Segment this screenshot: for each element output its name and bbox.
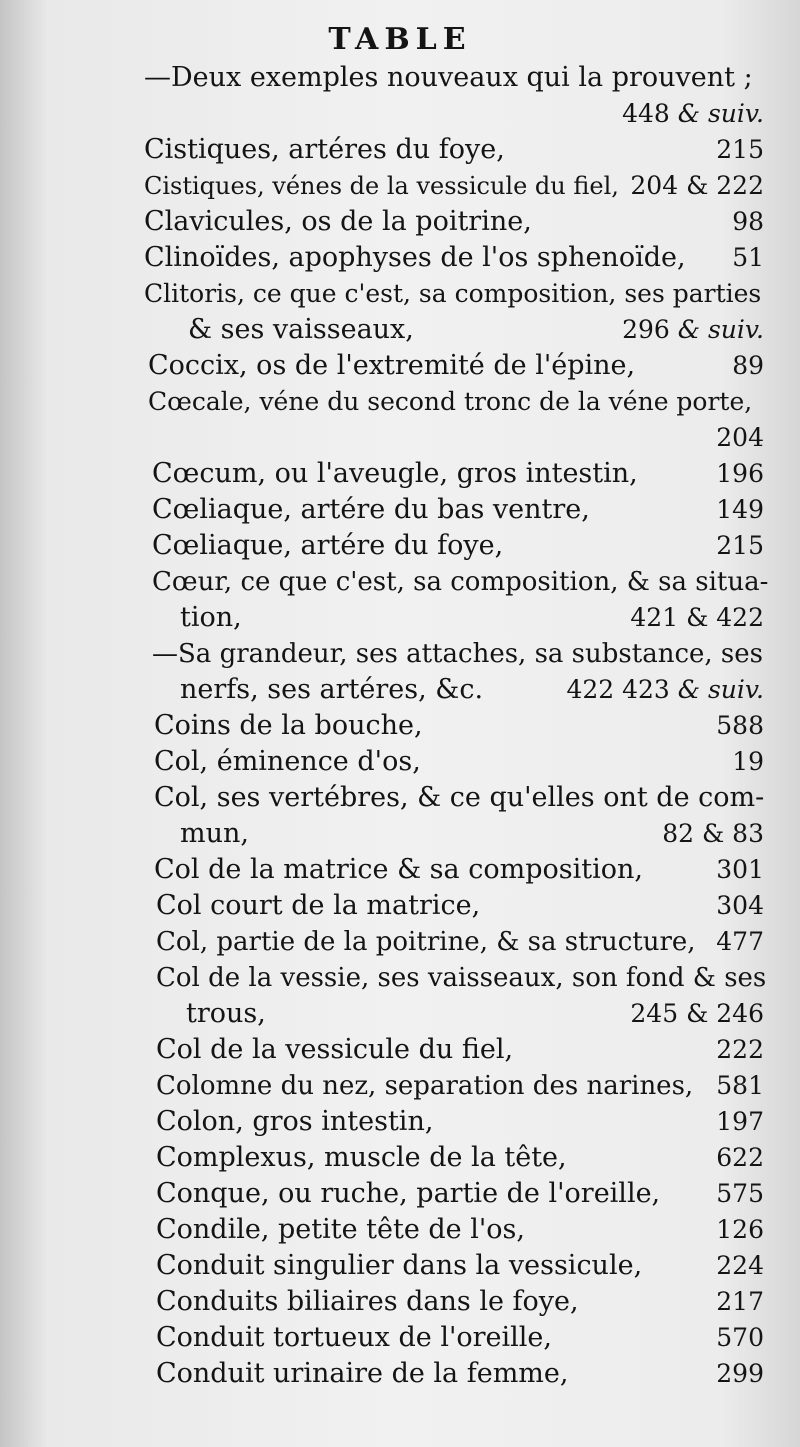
entry-text: —Sa grandeur, ses attaches, sa substance, ses bbox=[152, 639, 763, 669]
index-line bbox=[0, 960, 800, 996]
page-reference: 570 bbox=[716, 1323, 764, 1352]
page-reference: 82 & 83 bbox=[662, 819, 764, 848]
entry-text: Colon, gros intestin, bbox=[156, 1106, 434, 1137]
index-line bbox=[0, 1068, 800, 1104]
index-line bbox=[0, 1356, 800, 1392]
index-line bbox=[0, 888, 800, 924]
page-reference: 51 bbox=[732, 243, 764, 272]
entry-text: Cœcum, ou l'aveugle, gros intestin, bbox=[152, 458, 638, 489]
page-reference: 98 bbox=[732, 207, 764, 236]
entry-text: Col, éminence d'os, bbox=[154, 746, 421, 777]
page-reference: 477 bbox=[716, 927, 764, 956]
index-line bbox=[0, 1176, 800, 1212]
entry-text: Conduit singulier dans la vessicule, bbox=[156, 1250, 643, 1281]
entry-text: Cœliaque, artére du bas ventre, bbox=[152, 494, 590, 525]
index-line bbox=[0, 924, 800, 960]
entry-text: Coins de la bouche, bbox=[154, 710, 423, 741]
index-line bbox=[0, 204, 800, 240]
index-line bbox=[0, 420, 800, 456]
index-line bbox=[0, 816, 800, 852]
index-line bbox=[0, 276, 800, 312]
page-reference: 224 bbox=[716, 1251, 764, 1280]
page-reference: 245 & 246 bbox=[630, 999, 764, 1028]
entry-text: Conque, ou ruche, partie de l'oreille, bbox=[156, 1178, 661, 1209]
entry-text: Cœcale, véne du second tronc de la véne porte, bbox=[148, 387, 753, 416]
page-reference: 581 bbox=[716, 1071, 764, 1100]
index-line bbox=[0, 384, 800, 420]
entry-text: Colomne du nez, separation des narines, bbox=[156, 1071, 694, 1101]
index-line bbox=[0, 564, 800, 600]
index-line bbox=[0, 96, 800, 132]
page-reference: 448 & suiv. bbox=[622, 99, 764, 128]
index-line bbox=[0, 1320, 800, 1356]
index-line bbox=[0, 240, 800, 276]
entry-text: Clitoris, ce que c'est, sa composition, ses parties bbox=[144, 279, 762, 308]
entry-text: Col, ses vertébres, & ce qu'elles ont de com- bbox=[154, 782, 765, 813]
index-line bbox=[0, 132, 800, 168]
entry-text: Cœliaque, artére du foye, bbox=[152, 530, 504, 561]
page-reference: 422 423 & suiv. bbox=[566, 675, 764, 704]
index-line bbox=[0, 168, 800, 204]
index-line bbox=[0, 1284, 800, 1320]
index-line bbox=[0, 852, 800, 888]
index-line bbox=[0, 1212, 800, 1248]
entry-text: Col, partie de la poitrine, & sa structure, bbox=[156, 927, 696, 957]
page-reference: 196 bbox=[716, 459, 764, 488]
page-reference: 575 bbox=[716, 1179, 764, 1208]
entry-text: Conduit urinaire de la femme, bbox=[156, 1358, 569, 1389]
page-reference: 217 bbox=[716, 1287, 764, 1316]
index-line bbox=[0, 996, 800, 1032]
entry-text: Conduit tortueux de l'oreille, bbox=[156, 1322, 552, 1353]
entry-text: Complexus, muscle de la tête, bbox=[156, 1142, 567, 1173]
page-reference: 222 bbox=[716, 1035, 764, 1064]
page-reference: 215 bbox=[716, 135, 764, 164]
page-reference: 197 bbox=[716, 1107, 764, 1136]
entry-text: Clinoïdes, apophyses de l'os sphenoïde, bbox=[144, 242, 686, 273]
index-line bbox=[0, 528, 800, 564]
index-line bbox=[0, 672, 800, 708]
index-line bbox=[0, 636, 800, 672]
page-reference: 204 & 222 bbox=[630, 171, 764, 200]
page-reference: 301 bbox=[716, 855, 764, 884]
entry-text: nerfs, ses artéres, &c. bbox=[180, 674, 484, 705]
entry-text: Col court de la matrice, bbox=[156, 890, 481, 921]
page-reference: 421 & 422 bbox=[630, 603, 764, 632]
page-reference: 19 bbox=[732, 747, 764, 776]
entry-text: Col de la vessie, ses vaisseaux, son fond & ses bbox=[156, 963, 767, 993]
page-header: TABLE bbox=[328, 22, 472, 57]
entry-text: mun, bbox=[180, 818, 249, 849]
index-line bbox=[0, 744, 800, 780]
entry-text: tion, bbox=[180, 602, 242, 633]
page-reference: 622 bbox=[716, 1143, 764, 1172]
page-reference: 204 bbox=[716, 423, 764, 452]
index-line bbox=[0, 492, 800, 528]
index-line bbox=[0, 60, 800, 96]
entry-text: & ses vaisseaux, bbox=[188, 314, 414, 345]
page-reference: 588 bbox=[716, 711, 764, 740]
index-line bbox=[0, 1248, 800, 1284]
entry-text: trous, bbox=[186, 998, 266, 1029]
entry-text: —Deux exemples nouveaux qui la prouvent ; bbox=[144, 62, 753, 93]
entry-text: Col de la vessicule du fiel, bbox=[156, 1034, 514, 1065]
entry-text: Cœur, ce que c'est, sa composition, & sa situa- bbox=[152, 567, 769, 597]
page-reference: 299 bbox=[716, 1359, 764, 1388]
page-reference: 296 & suiv. bbox=[622, 315, 764, 344]
index-line bbox=[0, 708, 800, 744]
entry-text: Cistiques, artéres du foye, bbox=[144, 134, 505, 165]
index-line bbox=[0, 600, 800, 636]
index-line bbox=[0, 1140, 800, 1176]
index-line bbox=[0, 348, 800, 384]
page-reference: 89 bbox=[732, 351, 764, 380]
page-reference: 126 bbox=[716, 1215, 764, 1244]
entry-text: Clavicules, os de la poitrine, bbox=[144, 206, 532, 237]
index-line bbox=[0, 1032, 800, 1068]
index-line bbox=[0, 456, 800, 492]
entry-text: Col de la matrice & sa composition, bbox=[154, 854, 643, 885]
entry-text: Condile, petite tête de l'os, bbox=[156, 1214, 525, 1245]
entry-text: Conduits biliaires dans le foye, bbox=[156, 1286, 579, 1317]
page-reference: 304 bbox=[716, 891, 764, 920]
index-line bbox=[0, 780, 800, 816]
page-reference: 149 bbox=[716, 495, 764, 524]
page-reference: 215 bbox=[716, 531, 764, 560]
entry-text: Cistiques, vénes de la vessicule du fiel, bbox=[144, 172, 619, 200]
index-line bbox=[0, 312, 800, 348]
index-line bbox=[0, 1104, 800, 1140]
entry-text: Coccix, os de l'extremité de l'épine, bbox=[148, 350, 636, 381]
